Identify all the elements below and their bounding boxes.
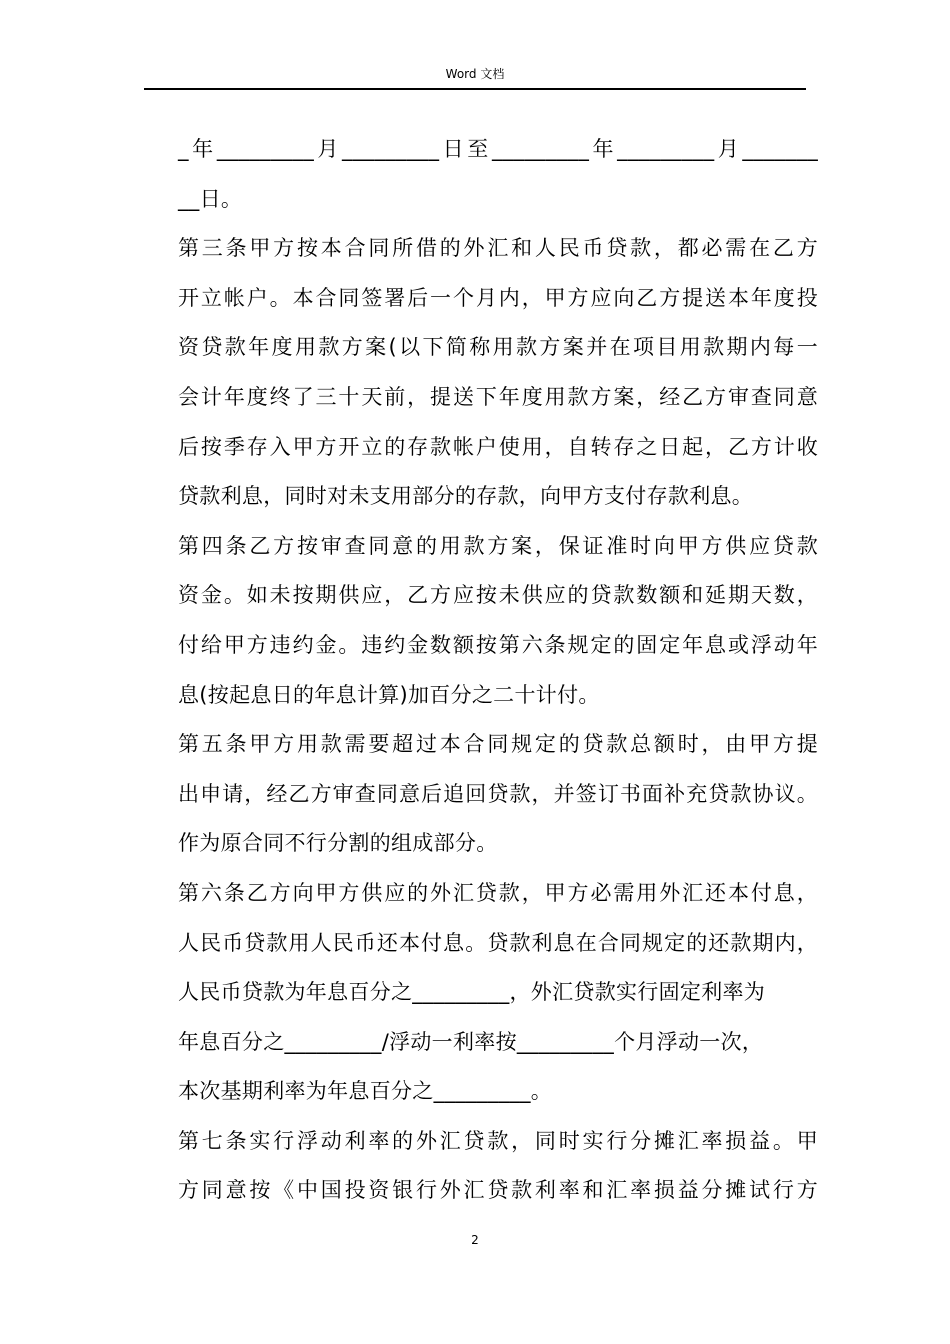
- text-line: 人民币贷款用人民币还本付息。贷款利息在合同规定的还款期内，: [178, 930, 818, 955]
- text-line: 出申请，经乙方审查同意后追回贷款，并签订书面补充贷款协议。: [178, 781, 818, 806]
- text-line: 后按季存入甲方开立的存款帐户使用，自转存之日起，乙方计收: [178, 434, 818, 459]
- text-line: 开立帐户。本合同签署后一个月内，甲方应向乙方提送本年度投: [178, 285, 818, 310]
- text-line: 人民币贷款为年息百分之_________，外汇贷款实行固定利率为: [178, 980, 766, 1005]
- document-body: [178, 125, 818, 1216]
- text-line: 第七条实行浮动利率的外汇贷款，同时实行分摊汇率损益。甲: [178, 1128, 818, 1153]
- text-line: 作为原合同不行分割的组成部分。: [178, 831, 498, 856]
- text-line: 本次基期利率为年息百分之_________。: [178, 1079, 553, 1104]
- text-line: 第六条乙方向甲方供应的外汇贷款，甲方必需用外汇还本付息，: [178, 880, 818, 905]
- page-number: 2: [471, 1233, 479, 1247]
- text-line: 年息百分之_________/浮动一利率按_________个月浮动一次，: [178, 1029, 764, 1054]
- text-line: 息(按起息日的年息计算)加百分之二十计付。: [178, 682, 600, 707]
- text-line: 第四条乙方按审查同意的用款方案，保证准时向甲方供应贷款: [178, 533, 818, 558]
- text-line: 贷款利息，同时对未支用部分的存款，向甲方支付存款利息。: [178, 484, 754, 509]
- text-line: __日。: [178, 186, 243, 211]
- text-line: 第五条甲方用款需要超过本合同规定的贷款总额时，由甲方提: [178, 732, 818, 757]
- text-line: _年_________月_________日至_________年_________月_______: [178, 137, 818, 161]
- header-divider: [144, 88, 806, 90]
- text-line: 第三条甲方按本合同所借的外汇和人民币贷款，都必需在乙方: [178, 236, 818, 261]
- text-line: 会计年度终了三十天前，提送下年度用款方案，经乙方审查同意: [178, 384, 818, 409]
- text-line: 资金。如未按期供应，乙方应按未供应的贷款数额和延期天数，: [178, 583, 818, 608]
- text-line: 资贷款年度用款方案(以下简称用款方案并在项目用款期内每一: [178, 335, 818, 360]
- page-header-title: Word 文档: [445, 67, 505, 81]
- text-line: 付给甲方违约金。违约金数额按第六条规定的固定年息或浮动年: [178, 632, 818, 657]
- text-line: 方同意按《中国投资银行外汇贷款利率和汇率损益分摊试行方: [178, 1178, 818, 1203]
